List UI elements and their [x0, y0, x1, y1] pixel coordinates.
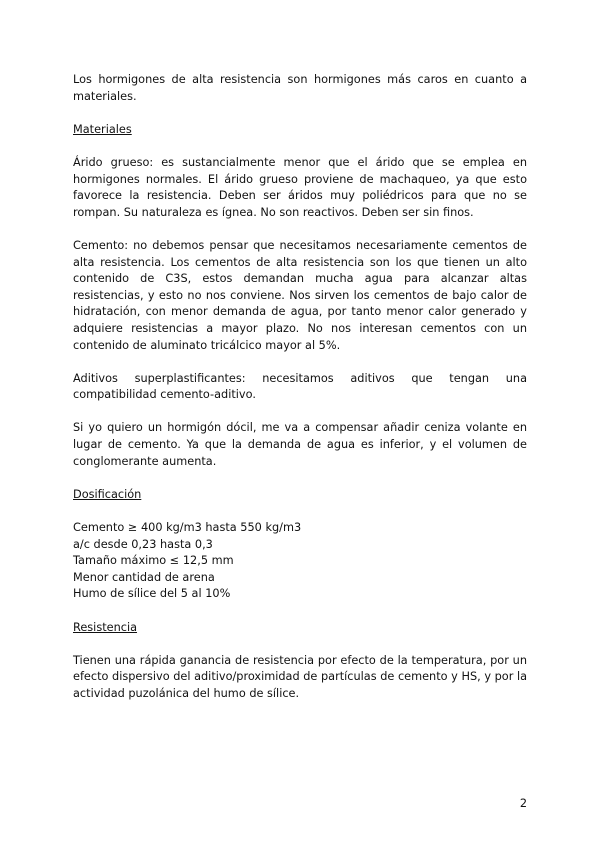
- intro-paragraph: Los hormigones de alta resistencia son hormigones más caros en cuanto a materiales.: [73, 73, 527, 103]
- dosificacion-heading: Dosificación: [73, 487, 142, 501]
- dosificacion-item: Menor cantidad de arena: [73, 570, 215, 584]
- aditivos-paragraph: Aditivos superplastificantes: necesitamos aditivos que tengan una compatibilidad cemento-aditivo.: [73, 371, 527, 402]
- dosificacion-item: Humo de sílice del 5 al 10%: [73, 587, 231, 601]
- dosificacion-list: [73, 520, 527, 603]
- dosificacion-item: a/c desde 0,23 hasta 0,3: [73, 537, 213, 551]
- document-page: [73, 72, 527, 719]
- cemento-paragraph: Cemento: no debemos pensar que necesitamos necesariamente cementos de alta resistencia. Los cementos de alta resistencia son los que tienen un alto contenido de C3S, estos demandan mucha agua para alcanzar altas resistencias, y esto no nos conviene. Nos sirven los cementos de bajo calor de hidratación, con menor demanda de agua, por tanto menor calor generado y adquiere resistencias a mayor plazo. No nos interesan cementos con un contenido de aluminato tricálcico mayor al 5%.: [73, 238, 527, 352]
- resistencia-heading: Resistencia: [73, 620, 138, 634]
- dosificacion-item: Cemento ≥ 400 kg/m3 hasta 550 kg/m3: [73, 521, 302, 535]
- ceniza-paragraph: Si yo quiero un hormigón dócil, me va a compensar añadir ceniza volante en lugar de cemento. Ya que la demanda de agua es inferior, y el volumen de conglomerante aumenta.: [73, 421, 527, 468]
- dosificacion-item: Tamaño máximo ≤ 12,5 mm: [73, 554, 234, 568]
- materiales-heading: Materiales: [73, 122, 132, 136]
- resistencia-paragraph: Tienen una rápida ganancia de resistencia por efecto de la temperatura, por un efecto dispersivo del aditivo/proximidad de partículas de cemento y HS, y por la actividad puzolánica del humo de sílice.: [73, 653, 527, 700]
- arido-paragraph: Árido grueso: es sustancialmente menor que el árido que se emplea en hormigones normales. El árido grueso proviene de machaqueo, ya que esto favorece la resistencia. Deben ser áridos muy poliédricos para que no se rompan. Su naturaleza es ígnea. No son reactivos. Deben ser sin finos.: [73, 155, 527, 219]
- page-number: 2: [519, 797, 527, 810]
